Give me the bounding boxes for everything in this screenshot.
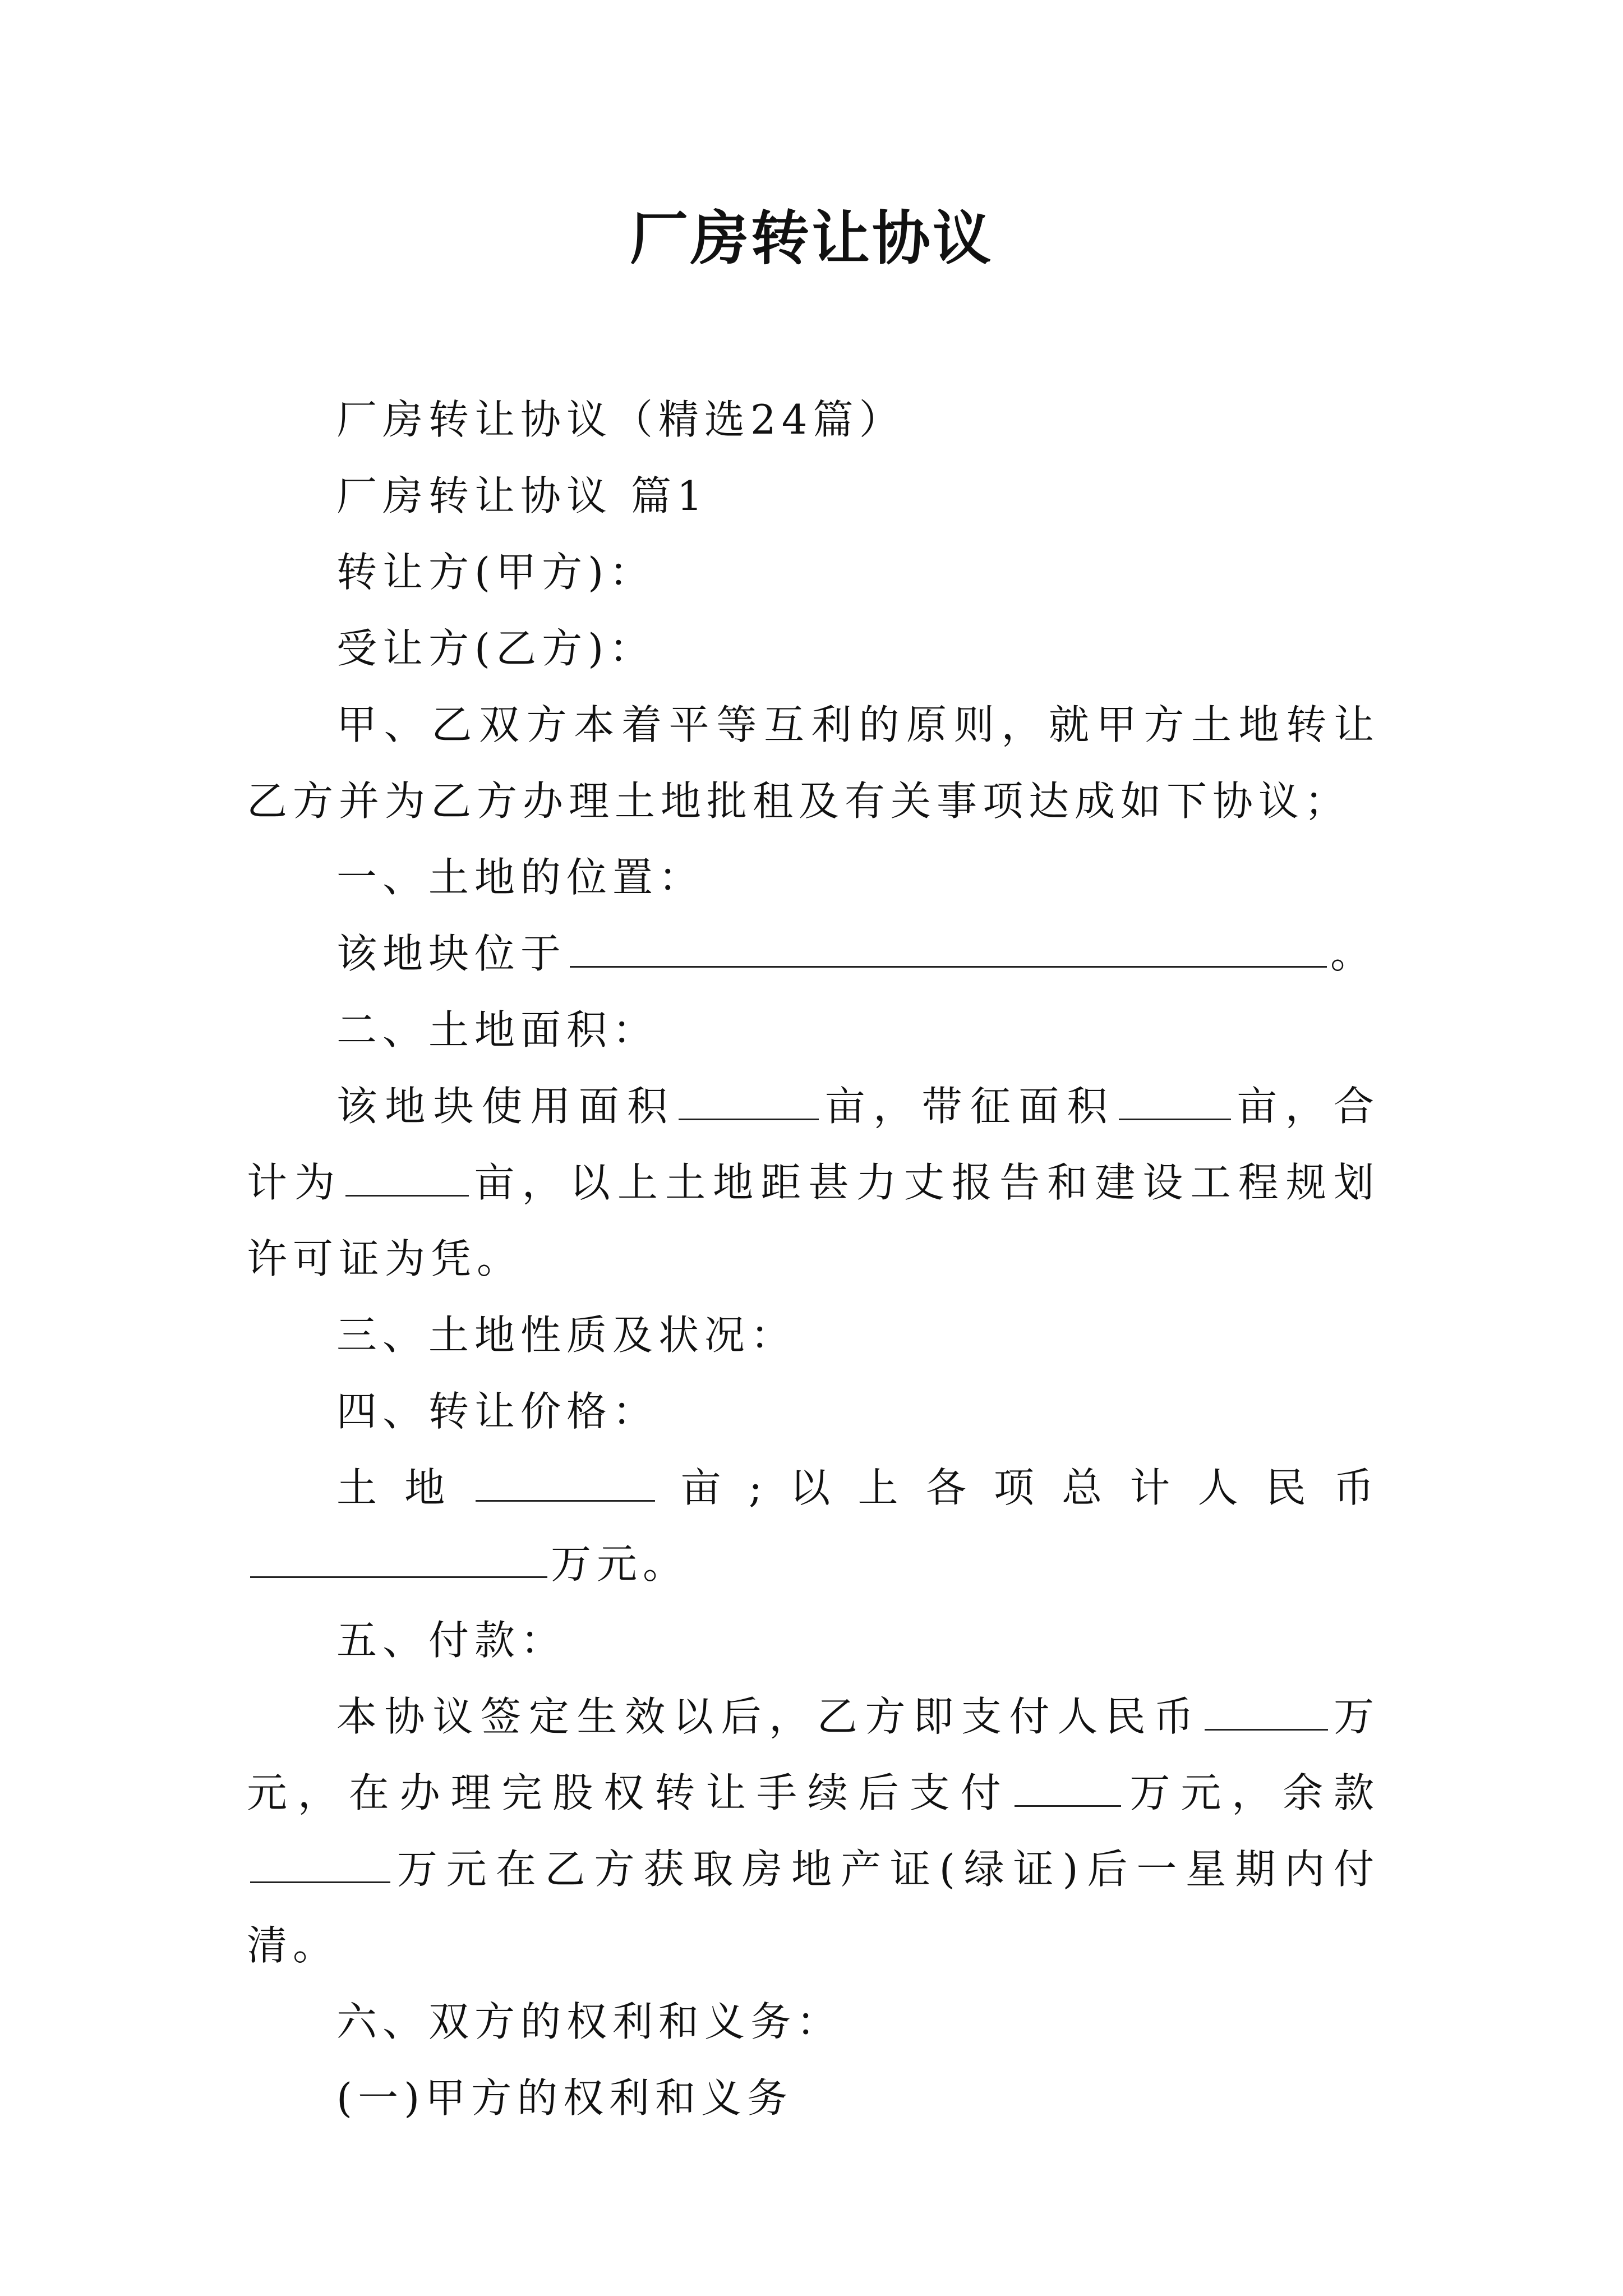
text-segment: 万元。 bbox=[551, 1540, 689, 1588]
document-body bbox=[247, 381, 1380, 2136]
fill-in-blank-attached-area bbox=[1119, 1078, 1231, 1120]
paragraph-payment-terms bbox=[247, 1678, 1380, 1984]
paragraph-land-location bbox=[247, 915, 1380, 992]
text-segment: 。 bbox=[1330, 930, 1377, 977]
text-segment: 该地块位于 bbox=[336, 930, 567, 977]
paragraph-transferee: 受让方(乙方)： bbox=[336, 625, 656, 672]
paragraph-clause-4-heading: 四、转让价格： bbox=[336, 1388, 659, 1435]
paragraph-clause-6-heading: 六、双方的权利和义务： bbox=[336, 1998, 843, 2045]
text-segment: 土地 bbox=[336, 1464, 473, 1511]
fill-in-blank-first-payment bbox=[1205, 1688, 1328, 1731]
document-title: 厂房转让协议 bbox=[629, 204, 993, 273]
text-segment: 亩，以上土地距甚力丈报告和建设工程规划许可证为凭。 bbox=[247, 1159, 1380, 1282]
paragraph-transferor: 转让方(甲方)： bbox=[336, 549, 656, 596]
text-segment: 该地块使用面积 bbox=[336, 1083, 676, 1130]
paragraph-preamble: 甲、乙双方本着平等互利的原则，就甲方土地转让乙方并为乙方办理土地批租及有关事项达成如下协议； bbox=[247, 701, 1380, 825]
paragraph-subtitle: 厂房转让协议（精选24篇） bbox=[336, 396, 905, 443]
fill-in-blank-location bbox=[570, 926, 1327, 968]
text-segment: 亩，合计为 bbox=[247, 1083, 1380, 1206]
paragraph-section-heading: 厂房转让协议 篇1 bbox=[336, 472, 708, 519]
text-segment: 本协议签定生效以后，乙方即支付人民币 bbox=[336, 1693, 1202, 1740]
fill-in-blank-land-mu bbox=[476, 1460, 655, 1502]
text-segment: 亩，带征面积 bbox=[822, 1083, 1115, 1130]
fill-in-blank-balance-payment bbox=[250, 1841, 390, 1883]
text-segment: 亩;以上各项总计人民币 bbox=[658, 1464, 1380, 1511]
paragraph-clause-1-heading: 一、土地的位置： bbox=[336, 854, 705, 901]
fill-in-blank-second-payment bbox=[1015, 1765, 1121, 1807]
text-segment: 万元在乙方获取房地产证(绿证)后一星期内付清。 bbox=[247, 1846, 1380, 1969]
text-segment: 万元，在办理完股权转让手续后支付 bbox=[247, 1693, 1380, 1816]
paragraph-clause-5-heading: 五、付款： bbox=[336, 1617, 567, 1664]
paragraph-clause-3-heading: 三、土地性质及状况： bbox=[336, 1312, 797, 1359]
fill-in-blank-total-price bbox=[250, 1536, 547, 1578]
fill-in-blank-use-area bbox=[679, 1078, 819, 1120]
paragraph-party-a-rights: (一)甲方的权利和义务 bbox=[336, 2074, 794, 2122]
paragraph-land-area bbox=[247, 1068, 1380, 1297]
fill-in-blank-total-area bbox=[345, 1154, 469, 1197]
paragraph-clause-2-heading: 二、土地面积： bbox=[336, 1006, 659, 1053]
text-segment: 万元，余款 bbox=[1124, 1769, 1380, 1816]
paragraph-transfer-price bbox=[247, 1450, 1380, 1602]
